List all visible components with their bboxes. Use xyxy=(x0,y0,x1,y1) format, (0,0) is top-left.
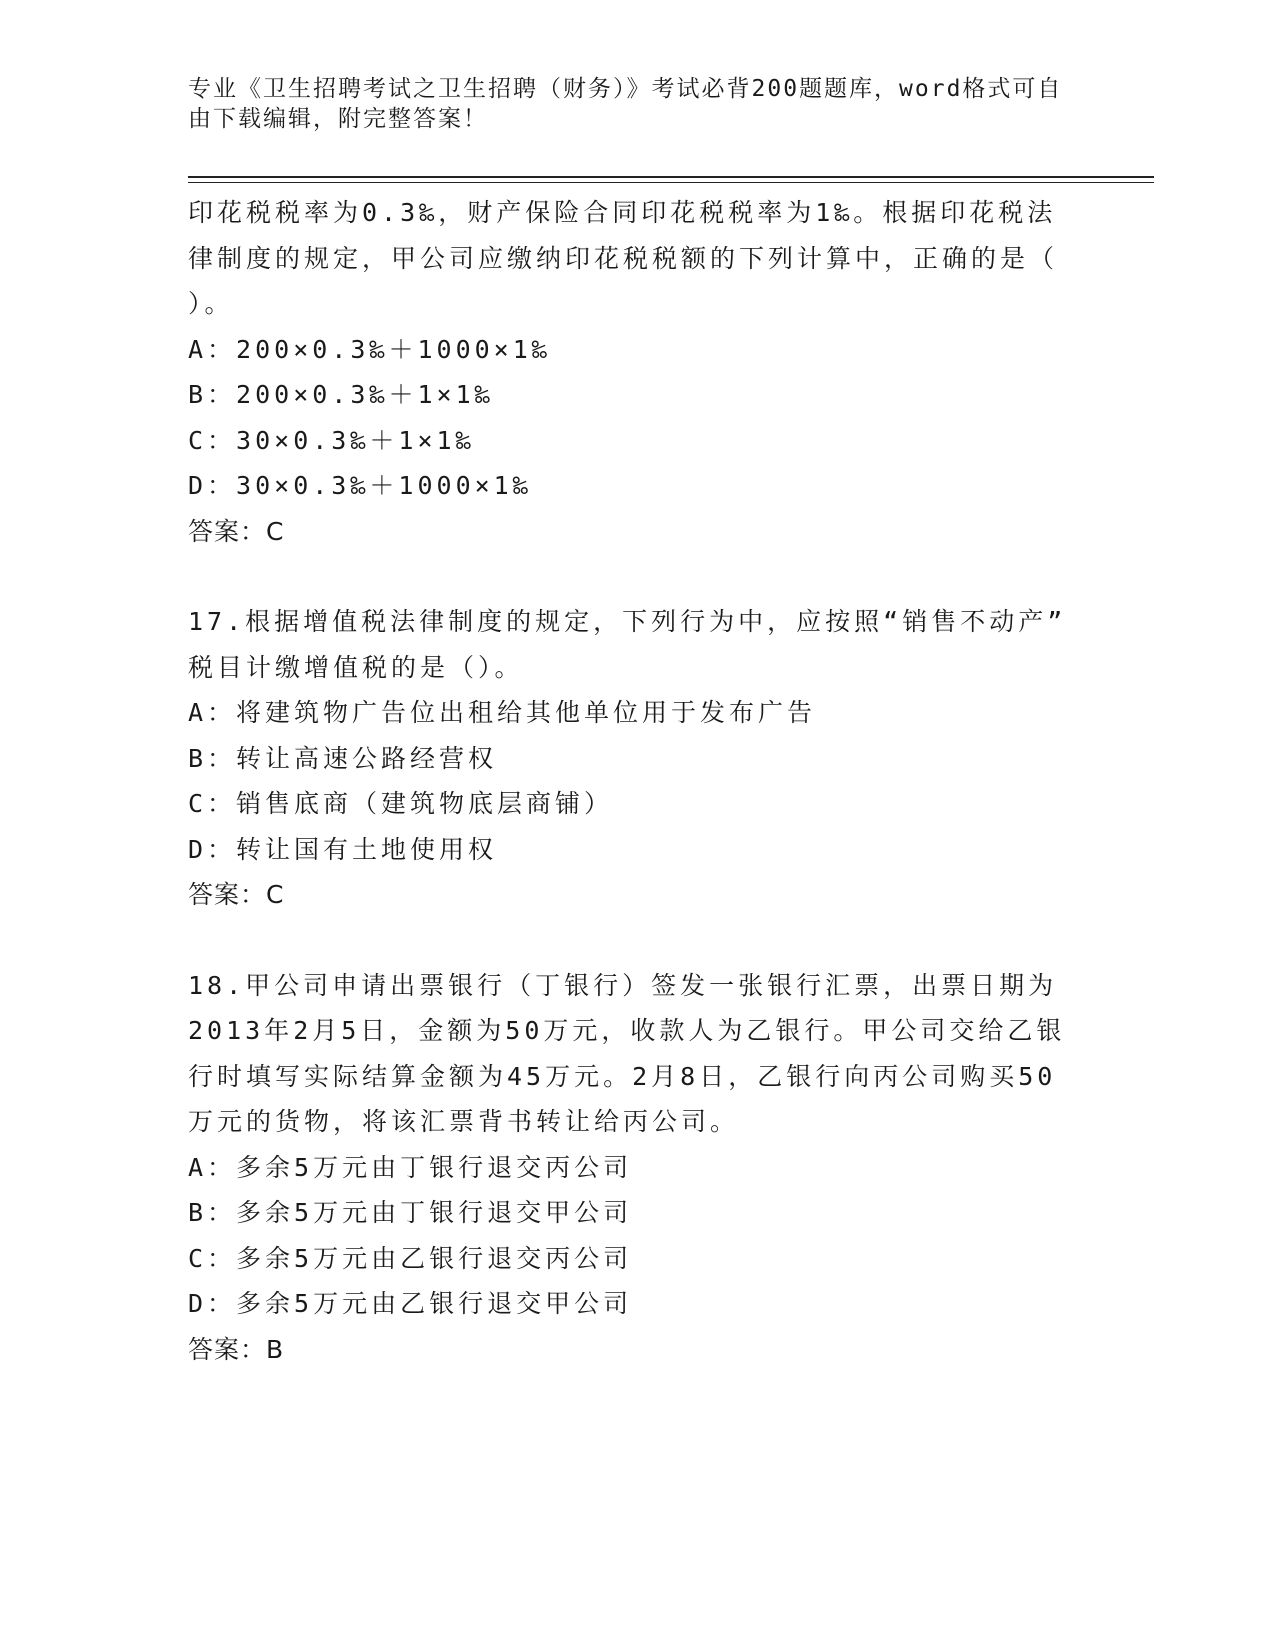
option-a: A：200×0.3‰＋1000×1‰ xyxy=(188,334,551,364)
option-b: B：200×0.3‰＋1×1‰ xyxy=(188,380,494,409)
header-divider-thin xyxy=(188,182,1154,183)
option-b: B：转让高速公路经营权 xyxy=(188,743,498,773)
question-stem-line: 17.根据增值税法律制度的规定，下列行为中，应按照“销售不动产” xyxy=(188,607,1067,636)
question-16-block xyxy=(188,190,1088,554)
answer-label: 答案：C xyxy=(188,880,285,909)
option-c: C：30×0.3‰＋1×1‰ xyxy=(188,425,475,455)
option-c: C：多余5万元由乙银行退交丙公司 xyxy=(188,1243,633,1273)
header-title-line-2: 由下载编辑，附完整答案！ xyxy=(188,106,488,132)
option-b: B：多余5万元由丁银行退交甲公司 xyxy=(188,1198,633,1227)
question-spacer xyxy=(188,918,1088,963)
question-stem-line: 行时填写实际结算金额为45万元。2月8日，乙银行向丙公司购买50 xyxy=(188,1061,1057,1091)
answer-label: 答案：B xyxy=(188,1334,285,1364)
question-stem-line: 税目计缴增值税的是（）。 xyxy=(188,652,524,682)
header-divider-thick xyxy=(188,176,1154,178)
question-stem-line: 印花税税率为0.3‰，财产保险合同印花税税率为1‰。根据印花税法 xyxy=(188,198,1057,227)
document-header xyxy=(188,74,1088,134)
option-a: A：将建筑物广告位出租给其他单位用于发布广告 xyxy=(188,698,817,727)
option-c: C：销售底商（建筑物底层商铺） xyxy=(188,789,614,818)
option-d: D：转让国有土地使用权 xyxy=(188,834,498,864)
answer-label: 答案：C xyxy=(188,516,285,546)
option-a: A：多余5万元由丁银行退交丙公司 xyxy=(188,1152,633,1182)
question-stem-line: ）。 xyxy=(188,289,234,318)
question-stem-line: 律制度的规定，甲公司应缴纳印花税税额的下列计算中，正确的是（ xyxy=(188,243,1059,273)
question-17-block xyxy=(188,599,1088,918)
question-18-block xyxy=(188,963,1088,1373)
header-title-line-1: 专业《卫生招聘考试之卫生招聘（财务）》考试必背200题题库，word格式可自 xyxy=(188,76,1063,102)
question-spacer xyxy=(188,554,1088,599)
question-stem-line: 18.甲公司申请出票银行（丁银行）签发一张银行汇票，出票日期为 xyxy=(188,970,1058,1000)
option-d: D：多余5万元由乙银行退交甲公司 xyxy=(188,1289,633,1318)
question-stem-line: 万元的货物，将该汇票背书转让给丙公司。 xyxy=(188,1107,740,1136)
option-d: D：30×0.3‰＋1000×1‰ xyxy=(188,471,532,500)
question-list xyxy=(188,190,1088,1372)
question-stem-line: 2013年2月5日，金额为50万元，收款人为乙银行。甲公司交给乙银 xyxy=(188,1016,1066,1045)
